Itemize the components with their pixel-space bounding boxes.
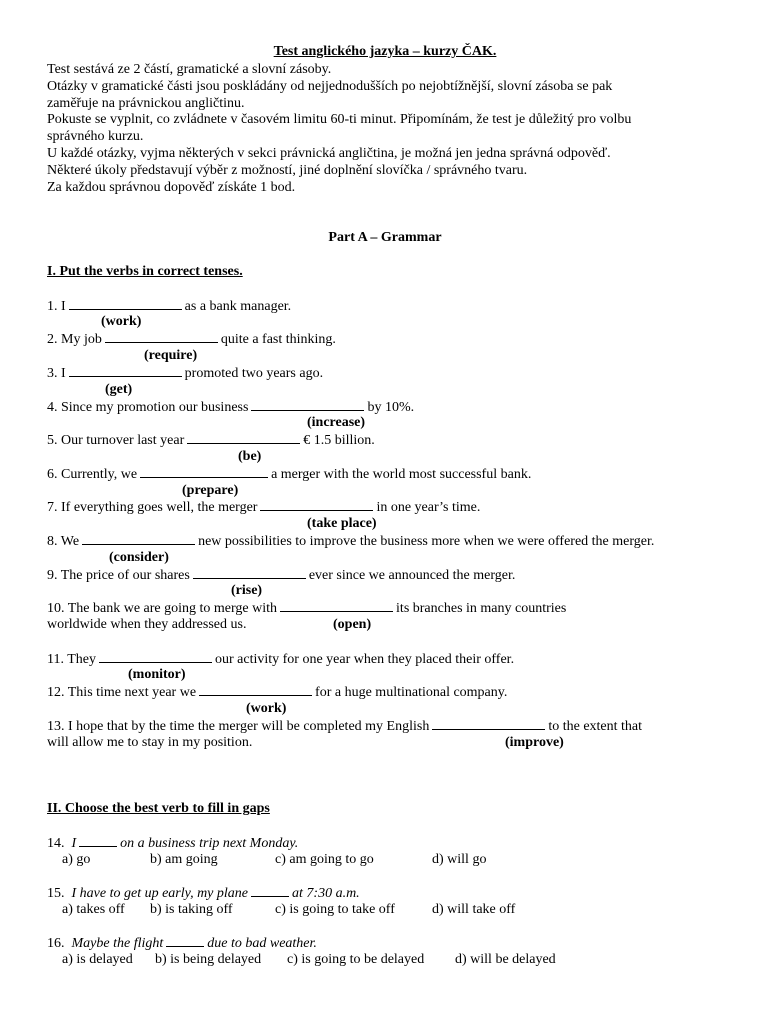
question-text: € 1.5 billion.	[303, 433, 375, 448]
part-a-heading: Part A – Grammar	[328, 230, 442, 245]
question-14	[47, 834, 298, 852]
intro-line: správného kurzu.	[47, 129, 144, 144]
verb-hint: (work)	[246, 701, 287, 716]
question-7	[47, 498, 480, 516]
question-text: new possibilities to improve the business more when we were offered the merger.	[198, 534, 655, 549]
answer-blank[interactable]	[140, 465, 268, 478]
question-3	[47, 364, 323, 382]
verb-hint: (rise)	[231, 583, 263, 598]
document-title: Test anglického jazyka – kurzy ČAK.	[273, 44, 497, 59]
question-text: Maybe the flight	[71, 936, 164, 951]
option-b[interactable]: b) is being delayed	[155, 952, 262, 967]
intro-line: zaměřuje na právnickou angličtinu.	[47, 96, 245, 111]
question-5	[47, 431, 375, 449]
question-text: in one year’s time.	[376, 500, 481, 515]
option-d[interactable]: d) will be delayed	[455, 952, 556, 967]
question-text: will allow me to stay in my position.	[47, 735, 253, 750]
option-c[interactable]: c) is going to be delayed	[287, 952, 425, 967]
question-number: 16.	[47, 936, 65, 951]
option-c[interactable]: c) am going to go	[275, 852, 374, 867]
section-1-heading: I. Put the verbs in correct tenses.	[47, 264, 243, 279]
verb-hint: (monitor)	[128, 667, 186, 682]
option-a[interactable]: a) is delayed	[62, 952, 133, 967]
question-text: on a business trip next Monday.	[120, 836, 299, 851]
intro-line: U každé otázky, vyjma některých v sekci právnická angličtina, je možná jen jedna správná odpověď.	[47, 146, 611, 161]
question-text: 10. The bank we are going to merge with	[47, 601, 278, 616]
verb-hint: (work)	[101, 314, 142, 329]
answer-blank[interactable]	[280, 599, 393, 612]
question-text: a merger with the world most successful bank.	[271, 467, 532, 482]
answer-blank[interactable]	[199, 683, 312, 696]
question-number: 15.	[47, 886, 65, 901]
intro-line: Otázky v gramatické části jsou poskládány od nejjednodušších po nejobtížnější, slovní zásoba se pak	[47, 79, 613, 94]
verb-hint: (increase)	[307, 415, 366, 430]
option-b[interactable]: b) is taking off	[150, 902, 233, 917]
option-d[interactable]: d) will take off	[432, 902, 516, 917]
verb-hint: (improve)	[505, 735, 564, 750]
question-text: 3. I	[47, 366, 66, 381]
question-13	[47, 717, 642, 735]
question-10	[47, 599, 566, 617]
question-11	[47, 650, 514, 668]
question-text: quite a fast thinking.	[220, 332, 336, 347]
intro-line: Pokuste se vyplnit, co zvládnete v časovém limitu 60-ti minut. Připomínám, že test je důležitý pro volbu	[47, 112, 632, 127]
question-text: 4. Since my promotion our business	[47, 400, 249, 415]
question-text: due to bad weather.	[207, 936, 317, 951]
intro-line: Test sestává ze 2 částí, gramatické a slovní zásoby.	[47, 62, 332, 77]
question-text: I	[71, 836, 77, 851]
question-9	[47, 566, 515, 584]
intro-line: Za každou správnou dopověď získáte 1 bod.	[47, 180, 296, 195]
answer-blank[interactable]	[69, 364, 182, 377]
verb-hint: (be)	[238, 449, 262, 464]
question-text: for a huge multinational company.	[315, 685, 508, 700]
option-b[interactable]: b) am going	[150, 852, 218, 867]
answer-blank[interactable]	[79, 834, 117, 847]
question-text: 12. This time next year we	[47, 685, 197, 700]
question-text: as a bank manager.	[184, 299, 292, 314]
verb-hint: (prepare)	[182, 483, 239, 498]
question-number: 14.	[47, 836, 65, 851]
question-15	[47, 884, 360, 902]
question-text: 7. If everything goes well, the merger	[47, 500, 258, 515]
answer-blank[interactable]	[432, 717, 545, 730]
question-text: at 7:30 a.m.	[292, 886, 360, 901]
question-text: its branches in many countries	[396, 601, 567, 616]
question-text: by 10%.	[367, 400, 415, 415]
question-12	[47, 683, 507, 701]
answer-blank[interactable]	[105, 330, 218, 343]
question-text: 13. I hope that by the time the merger will be completed my English	[47, 719, 430, 734]
verb-hint: (consider)	[109, 550, 169, 565]
answer-blank[interactable]	[251, 398, 364, 411]
question-1	[47, 297, 291, 315]
question-2	[47, 330, 336, 348]
question-text: 9. The price of our shares	[47, 568, 190, 583]
intro-line: Některé úkoly představují výběr z možností, jiné doplnění slovíčka / správného tvaru.	[47, 163, 528, 178]
question-text: ever since we announced the merger.	[308, 568, 516, 583]
question-text: 1. I	[47, 299, 66, 314]
question-6	[47, 465, 531, 483]
answer-blank[interactable]	[193, 566, 306, 579]
question-text: to the extent that	[548, 719, 643, 734]
question-16	[47, 934, 317, 952]
answer-blank[interactable]	[260, 498, 373, 511]
question-text: 8. We	[47, 534, 80, 549]
section-2-heading: II. Choose the best verb to fill in gaps	[47, 801, 270, 816]
verb-hint: (take place)	[307, 516, 377, 531]
verb-hint: (open)	[333, 617, 372, 632]
answer-blank[interactable]	[251, 884, 289, 897]
option-a[interactable]: a) takes off	[62, 902, 125, 917]
answer-blank[interactable]	[187, 431, 300, 444]
question-text: our activity for one year when they placed their offer.	[215, 652, 515, 667]
answer-blank[interactable]	[99, 650, 212, 663]
question-8	[47, 532, 654, 550]
question-text: 2. My job	[47, 332, 102, 347]
question-text: promoted two years ago.	[184, 366, 324, 381]
verb-hint: (require)	[144, 348, 198, 363]
option-d[interactable]: d) will go	[432, 852, 487, 867]
question-text: 5. Our turnover last year	[47, 433, 185, 448]
answer-blank[interactable]	[82, 532, 195, 545]
question-text: I have to get up early, my plane	[71, 886, 249, 901]
verb-hint: (get)	[105, 382, 133, 397]
option-c[interactable]: c) is going to take off	[275, 902, 395, 917]
answer-blank[interactable]	[69, 297, 182, 310]
answer-blank[interactable]	[166, 934, 204, 947]
question-text: worldwide when they addressed us.	[47, 617, 247, 632]
question-text: 6. Currently, we	[47, 467, 138, 482]
option-a[interactable]: a) go	[62, 852, 91, 867]
question-text: 11. They	[47, 652, 96, 667]
